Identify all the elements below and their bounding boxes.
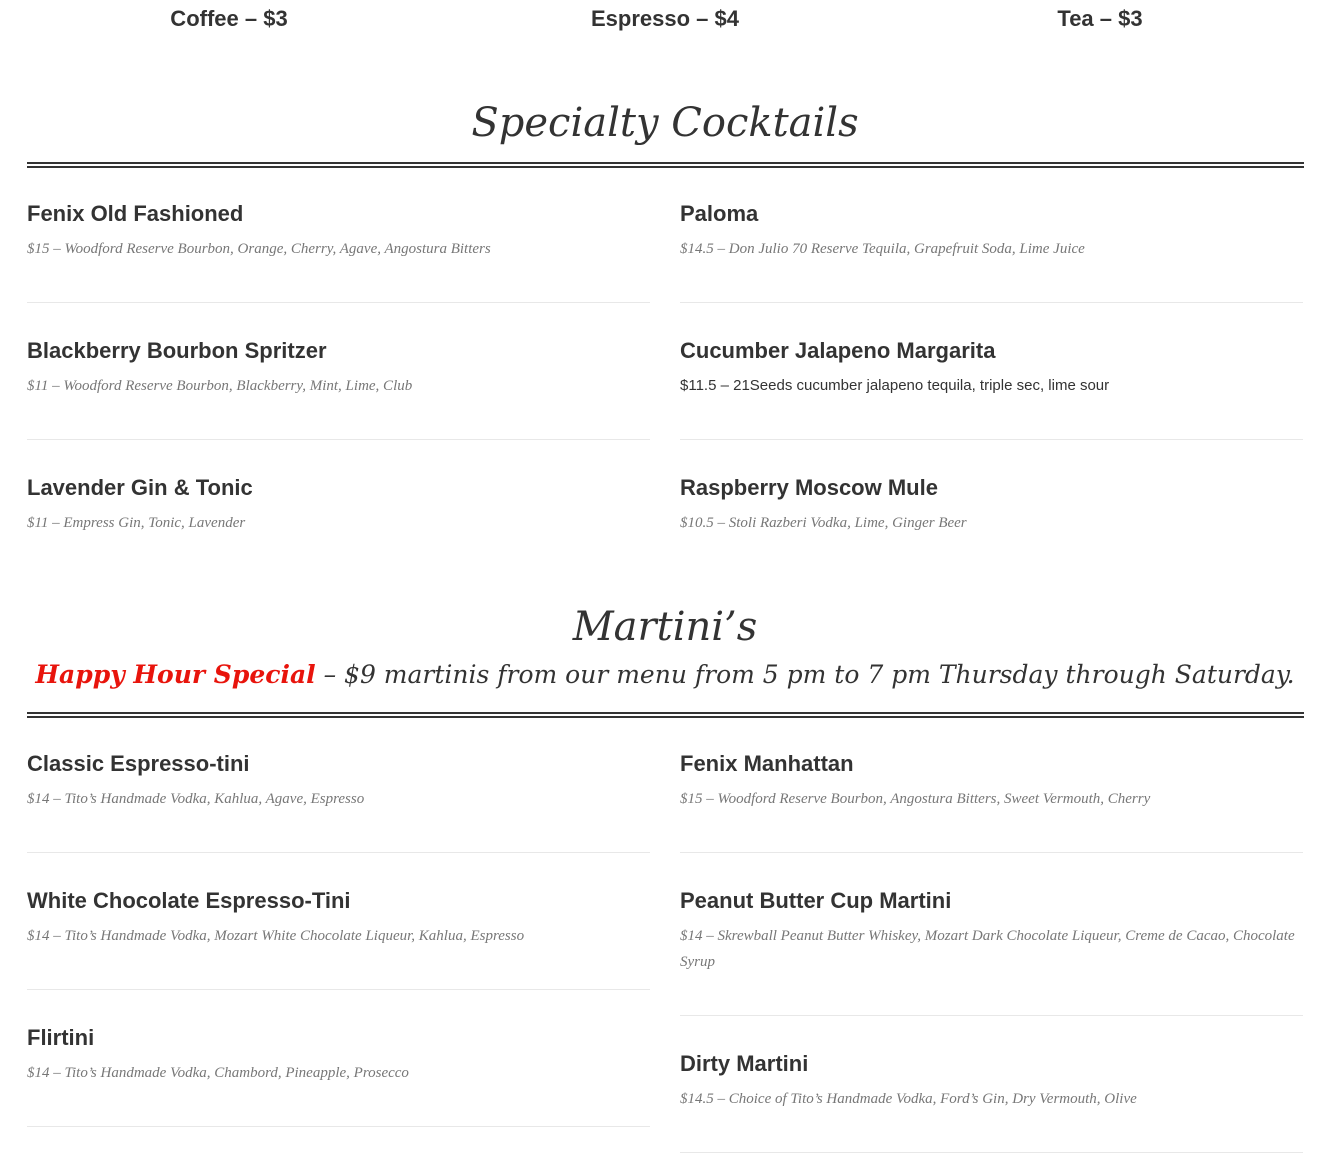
item-description: $15 – Woodford Reserve Bourbon, Angostura Bitters, Sweet Vermouth, Cherry [680, 791, 1151, 807]
happy-hour-note [0, 660, 1330, 689]
item-name: Peanut Butter Cup Martini [680, 888, 952, 913]
menu-item [680, 750, 1303, 812]
menu-item [27, 200, 650, 262]
menu-item [27, 887, 650, 949]
menu-item [680, 1050, 1303, 1112]
menu-item [680, 474, 1303, 536]
item-description: $11 – Woodford Reserve Bourbon, Blackberry, Mint, Lime, Club [27, 378, 413, 394]
item-divider [680, 852, 1303, 853]
item-divider [680, 302, 1303, 303]
item-description: $10.5 – Stoli Razberi Vodka, Lime, Ginger Beer [680, 515, 967, 531]
item-description: $14 – Tito’s Handmade Vodka, Chambord, Pineapple, Prosecco [27, 1065, 409, 1081]
happy-hour-highlight: Happy Hour Special [35, 660, 316, 689]
item-name: White Chocolate Espresso-Tini [27, 888, 351, 913]
item-name: Cucumber Jalapeno Margarita [680, 338, 996, 363]
menu-item [680, 200, 1303, 262]
menu-item [27, 474, 650, 536]
item-name: Fenix Manhattan [680, 751, 854, 776]
espresso-price: Espresso – $4 [591, 6, 739, 31]
section-rule [27, 712, 1304, 718]
item-divider [27, 989, 650, 990]
menu-item [27, 337, 650, 399]
item-divider [680, 439, 1303, 440]
item-description: $11.5 – 21Seeds cucumber jalapeno tequila, triple sec, lime sour [680, 377, 1110, 394]
item-description: $14 – Skrewball Peanut Butter Whiskey, Mozart Dark Chocolate Liqueur, Creme de Cacao, Chocolate Syrup [680, 928, 1295, 970]
item-divider [27, 1126, 650, 1127]
item-name: Classic Espresso-tini [27, 751, 250, 776]
section-rule [27, 162, 1304, 168]
item-divider [680, 1152, 1303, 1153]
happy-hour-text: – $9 martinis from our menu from 5 pm to 7 pm Thursday through Saturday. [315, 660, 1295, 689]
item-name: Blackberry Bourbon Spritzer [27, 338, 327, 363]
item-name: Paloma [680, 201, 759, 226]
item-description: $14 – Tito’s Handmade Vodka, Kahlua, Agave, Espresso [27, 791, 365, 807]
item-name: Dirty Martini [680, 1051, 809, 1076]
coffee-price: Coffee – $3 [170, 6, 288, 31]
menu-item [680, 337, 1303, 399]
menu-item [27, 750, 650, 812]
item-description: $14 – Tito’s Handmade Vodka, Mozart White Chocolate Liqueur, Kahlua, Espresso [27, 928, 525, 944]
item-description: $14.5 – Don Julio 70 Reserve Tequila, Grapefruit Soda, Lime Juice [680, 241, 1085, 257]
item-divider [27, 302, 650, 303]
item-description: $11 – Empress Gin, Tonic, Lavender [27, 515, 246, 531]
item-divider [27, 852, 650, 853]
specialty-cocktails-heading: Specialty Cocktails [471, 100, 859, 146]
coffee-row [0, 6, 1330, 36]
menu-item [680, 887, 1303, 975]
martinis-heading: Martini’s [572, 604, 758, 650]
item-divider [680, 1015, 1303, 1016]
item-description: $15 – Woodford Reserve Bourbon, Orange, Cherry, Agave, Angostura Bitters [27, 241, 491, 257]
menu-item [27, 1024, 650, 1086]
tea-price: Tea – $3 [1057, 6, 1143, 31]
item-description: $14.5 – Choice of Tito’s Handmade Vodka, Ford’s Gin, Dry Vermouth, Olive [680, 1091, 1137, 1107]
item-name: Flirtini [27, 1025, 95, 1050]
item-name: Raspberry Moscow Mule [680, 475, 938, 500]
item-divider [27, 439, 650, 440]
item-name: Lavender Gin & Tonic [27, 475, 253, 500]
item-name: Fenix Old Fashioned [27, 201, 244, 226]
